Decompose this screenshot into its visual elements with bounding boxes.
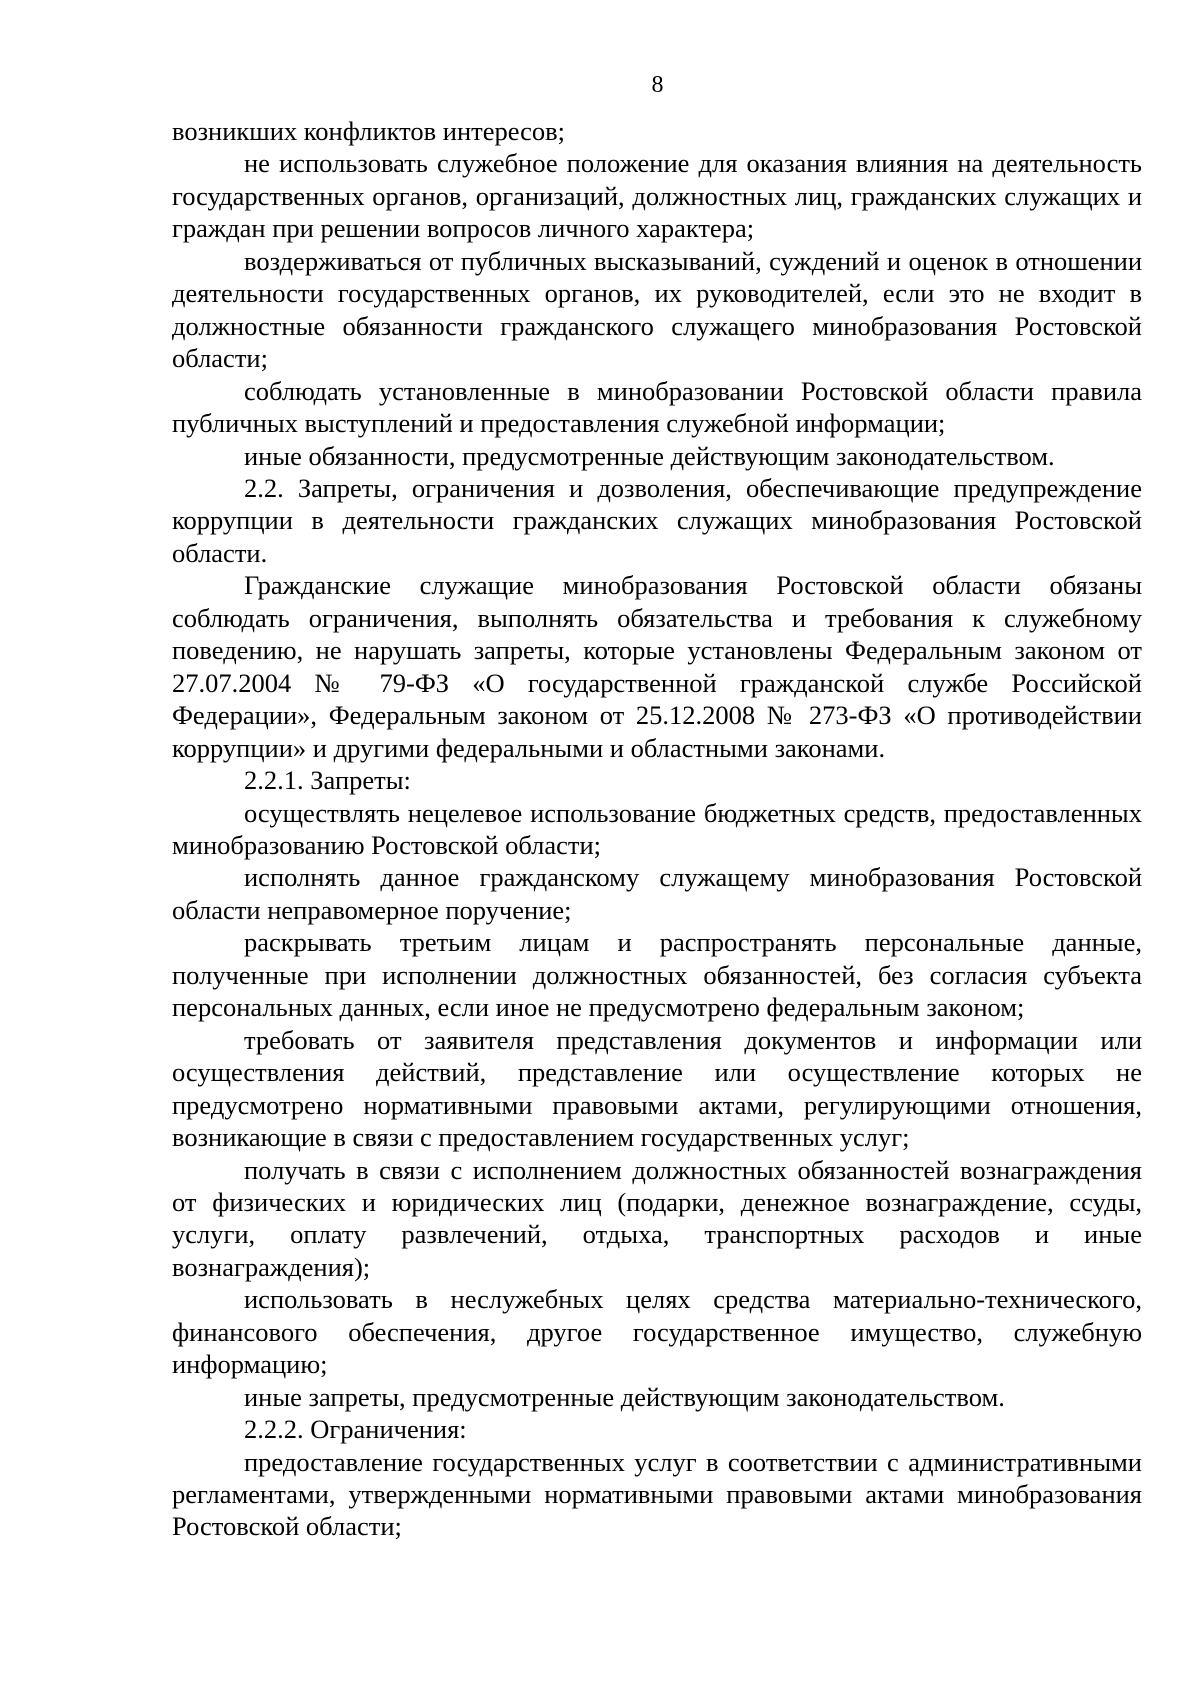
paragraph: воздерживаться от публичных высказываний, суждений и оценок в отношении деятельности государственных органов, их руководителей, если это не входит в должностные обязанности гражданского служащего минобразования Ростовской области; <box>172 245 1142 374</box>
subsection-heading: 2.2.2. Ограничения: <box>244 1414 467 1445</box>
paragraph: осуществлять нецелевое использование бюджетных средств, предоставленных минобразованию Ростовской области; <box>172 797 1142 860</box>
paragraph: иные обязанности, предусмотренные действующим законодательством. <box>244 440 1055 471</box>
paragraph: использовать в неслужебных целях средства материально-технического, финансового обеспечения, другое государственное имущество, служебную информацию; <box>172 1284 1142 1380</box>
section-heading: 2.2. Запреты, ограничения и дозволения, обеспечивающие предупреждение коррупции в деятельности гражданских служащих минобразования Ростовской области. <box>172 472 1142 568</box>
page-number: 8 <box>651 72 664 98</box>
paragraph: соблюдать установленные в минобразовании Ростовской области правила публичных выступлений и предоставления служебной информации; <box>172 375 1142 439</box>
paragraph: исполнять данное гражданскому служащему минобразования Ростовской области неправомерное поручение; <box>172 862 1142 925</box>
paragraph: не использовать служебное положение для оказания влияния на деятельность государственных органов, организаций, должностных лиц, гражданских служащих и граждан при решении вопросов личного характера; <box>172 148 1142 244</box>
paragraph: раскрывать третьим лицам и распространять персональные данные, полученные при исполнении должностных обязанностей, без согласия субъекта персональных данных, если иное не предусмотрено федеральным законом; <box>172 927 1142 1023</box>
paragraph-continuation: возникших конфликтов интересов; <box>172 116 566 146</box>
paragraph: получать в связи с исполнением должностных обязанностей вознаграждения от физических и юридических лиц (подарки, денежное вознаграждение, ссуды, услуги, оплату развлечений, отдыха, транспортных расходов и иные вознаграждения); <box>172 1154 1142 1282</box>
subsection-heading: 2.2.1. Запреты: <box>244 765 411 796</box>
paragraph: требовать от заявителя представления документов и информации или осуществления действий, представление или осуществление которых не предусмотрено нормативными правовыми актами, регулирующими отношения, возникающие в связи с предоставлением государственных услуг; <box>172 1024 1142 1153</box>
paragraph: иные запреты, предусмотренные действующим законодательством. <box>244 1381 1005 1412</box>
paragraph: предоставление государственных услуг в соответствии с административными регламентами, утвержденными нормативными правовыми актами минобразования Ростовской области; <box>172 1446 1142 1542</box>
paragraph: Гражданские служащие минобразования Ростовской области обязаны соблюдать ограничения, выполнять обязательства и требования к служебному поведению, не нарушать запреты, которые установлены Федеральным законом от 27.07.2004 № 79-ФЗ «О государственной гражданской службе Российской Федерации», Федеральным законом от 25.12.2008 № 273-ФЗ «О противодействии коррупции» и другими федеральными и областными законами. <box>172 570 1142 763</box>
document-body <box>172 115 1142 1543</box>
